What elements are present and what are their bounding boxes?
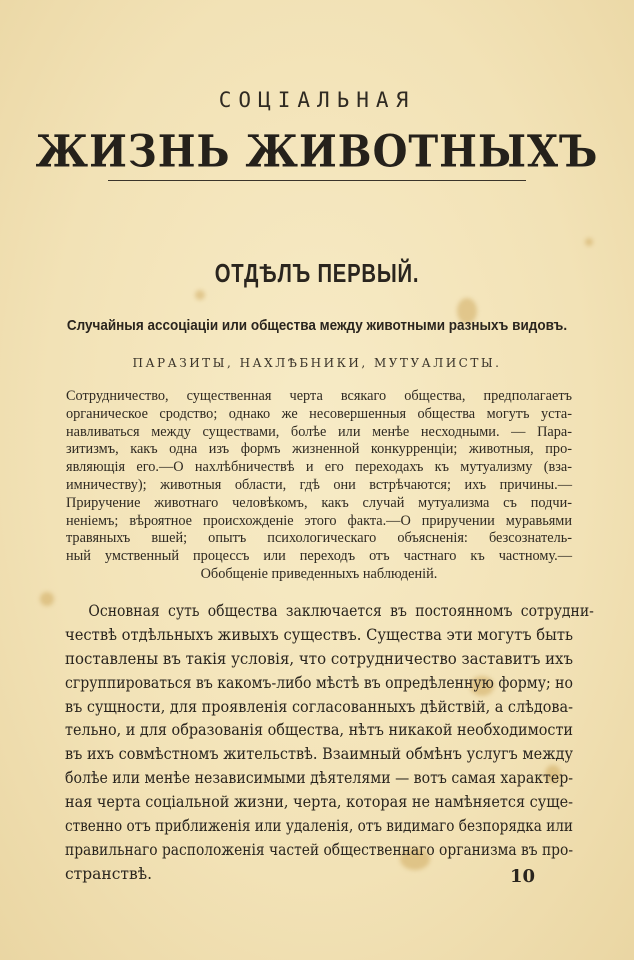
- summary-line: ный умственный процессъ или переходъ отъ частнаго къ частному.—: [66, 548, 572, 565]
- body-line: въ ихъ совмѣстномъ жительствѣ. Взаимный обмѣнъ услугъ между: [65, 745, 573, 764]
- summary-line: Приручение животнаго человѣкомъ, какъ случай мутуализма съ подчи-: [66, 494, 572, 511]
- stain-spot: [40, 592, 54, 606]
- summary-line: зитизмъ, какъ одна изъ формъ жизненной конкурренцiи; животныя, про-: [66, 441, 572, 458]
- book-title-line-1: СОЦIАЛЬНАЯ: [218, 88, 416, 112]
- summary-line: ненiемъ; вѣроятное происхожденiе этого факта.—О приручении муравьями: [66, 512, 572, 529]
- section-subtitle: Случайныя ассоцiацiи или общества между животными разныхъ видовъ.: [66, 317, 568, 334]
- summary-line: имничеству); животныя области, гдѣ они встрѣчаются; ихъ причины.—: [66, 476, 572, 493]
- stain-spot: [585, 238, 593, 246]
- page-number: 10: [510, 866, 536, 887]
- body-line: тельно, и для образованiя общества, нѣтъ никакой необходимости: [65, 721, 573, 740]
- chapter-summary: [66, 388, 572, 584]
- stain-spot: [195, 290, 205, 300]
- summary-line: органическое сродство; однако же несовершенныя общества могутъ уста-: [66, 405, 572, 422]
- body-paragraph: [65, 600, 594, 887]
- body-line: ственно отъ приближенiя или удаленiя, отъ видимаго безпорядка или: [65, 817, 573, 836]
- summary-line: Сотрудничество, существенная черта всякаго общества, предполагаетъ: [66, 388, 572, 404]
- body-line: въ сущности, для проявленiя согласованныхъ дѣйствiй, а слѣдова-: [65, 697, 573, 716]
- body-line: сгруппироваться въ какомъ-либо мѣстѣ въ опредѣленную форму; но: [65, 673, 573, 692]
- body-line: болѣе или менѣе независимыми дѣятелями — вотъ самая характер-: [65, 769, 573, 788]
- summary-line: навливаться между существами, болѣе или менѣе несходными. — Пара-: [66, 423, 572, 440]
- body-line: правильнаго расположенiя частей общественнаго организма въ про-: [65, 840, 573, 859]
- section-heading: ОТДѢЛЪ ПЕРВЫЙ.: [214, 258, 420, 288]
- body-line: ная черта соцiальной жизни, черта, которая не намѣняется суще-: [65, 793, 573, 812]
- summary-line: Обобщенiе приведенныхъ наблюденiй.: [200, 565, 438, 582]
- section-keywords: ПАРАЗИТЫ, НАХЛѢБНИКИ, МУТУАЛИСТЫ.: [132, 356, 502, 370]
- body-line: странствѣ.: [65, 864, 153, 883]
- body-line: поставлены въ такiя условiя, что сотрудничество заставитъ ихъ: [65, 649, 573, 668]
- summary-line: травяныхъ вшей; опытъ психологическаго объясненiя: безсознатель-: [66, 530, 572, 547]
- title-underline: [108, 180, 526, 181]
- summary-line: являющiя его.—О нахлѣбничествѣ и его переходахъ къ мутуализму (вза-: [66, 459, 572, 476]
- body-line: чествѣ отдѣльныхъ живыхъ существъ. Существа эти могутъ быть: [65, 625, 573, 644]
- book-title-line-2: ЖИЗНЬ ЖИВОТНЫХЪ: [35, 125, 599, 178]
- body-line: Основная суть общества заключается въ постоянномъ сотрудни-: [88, 602, 594, 620]
